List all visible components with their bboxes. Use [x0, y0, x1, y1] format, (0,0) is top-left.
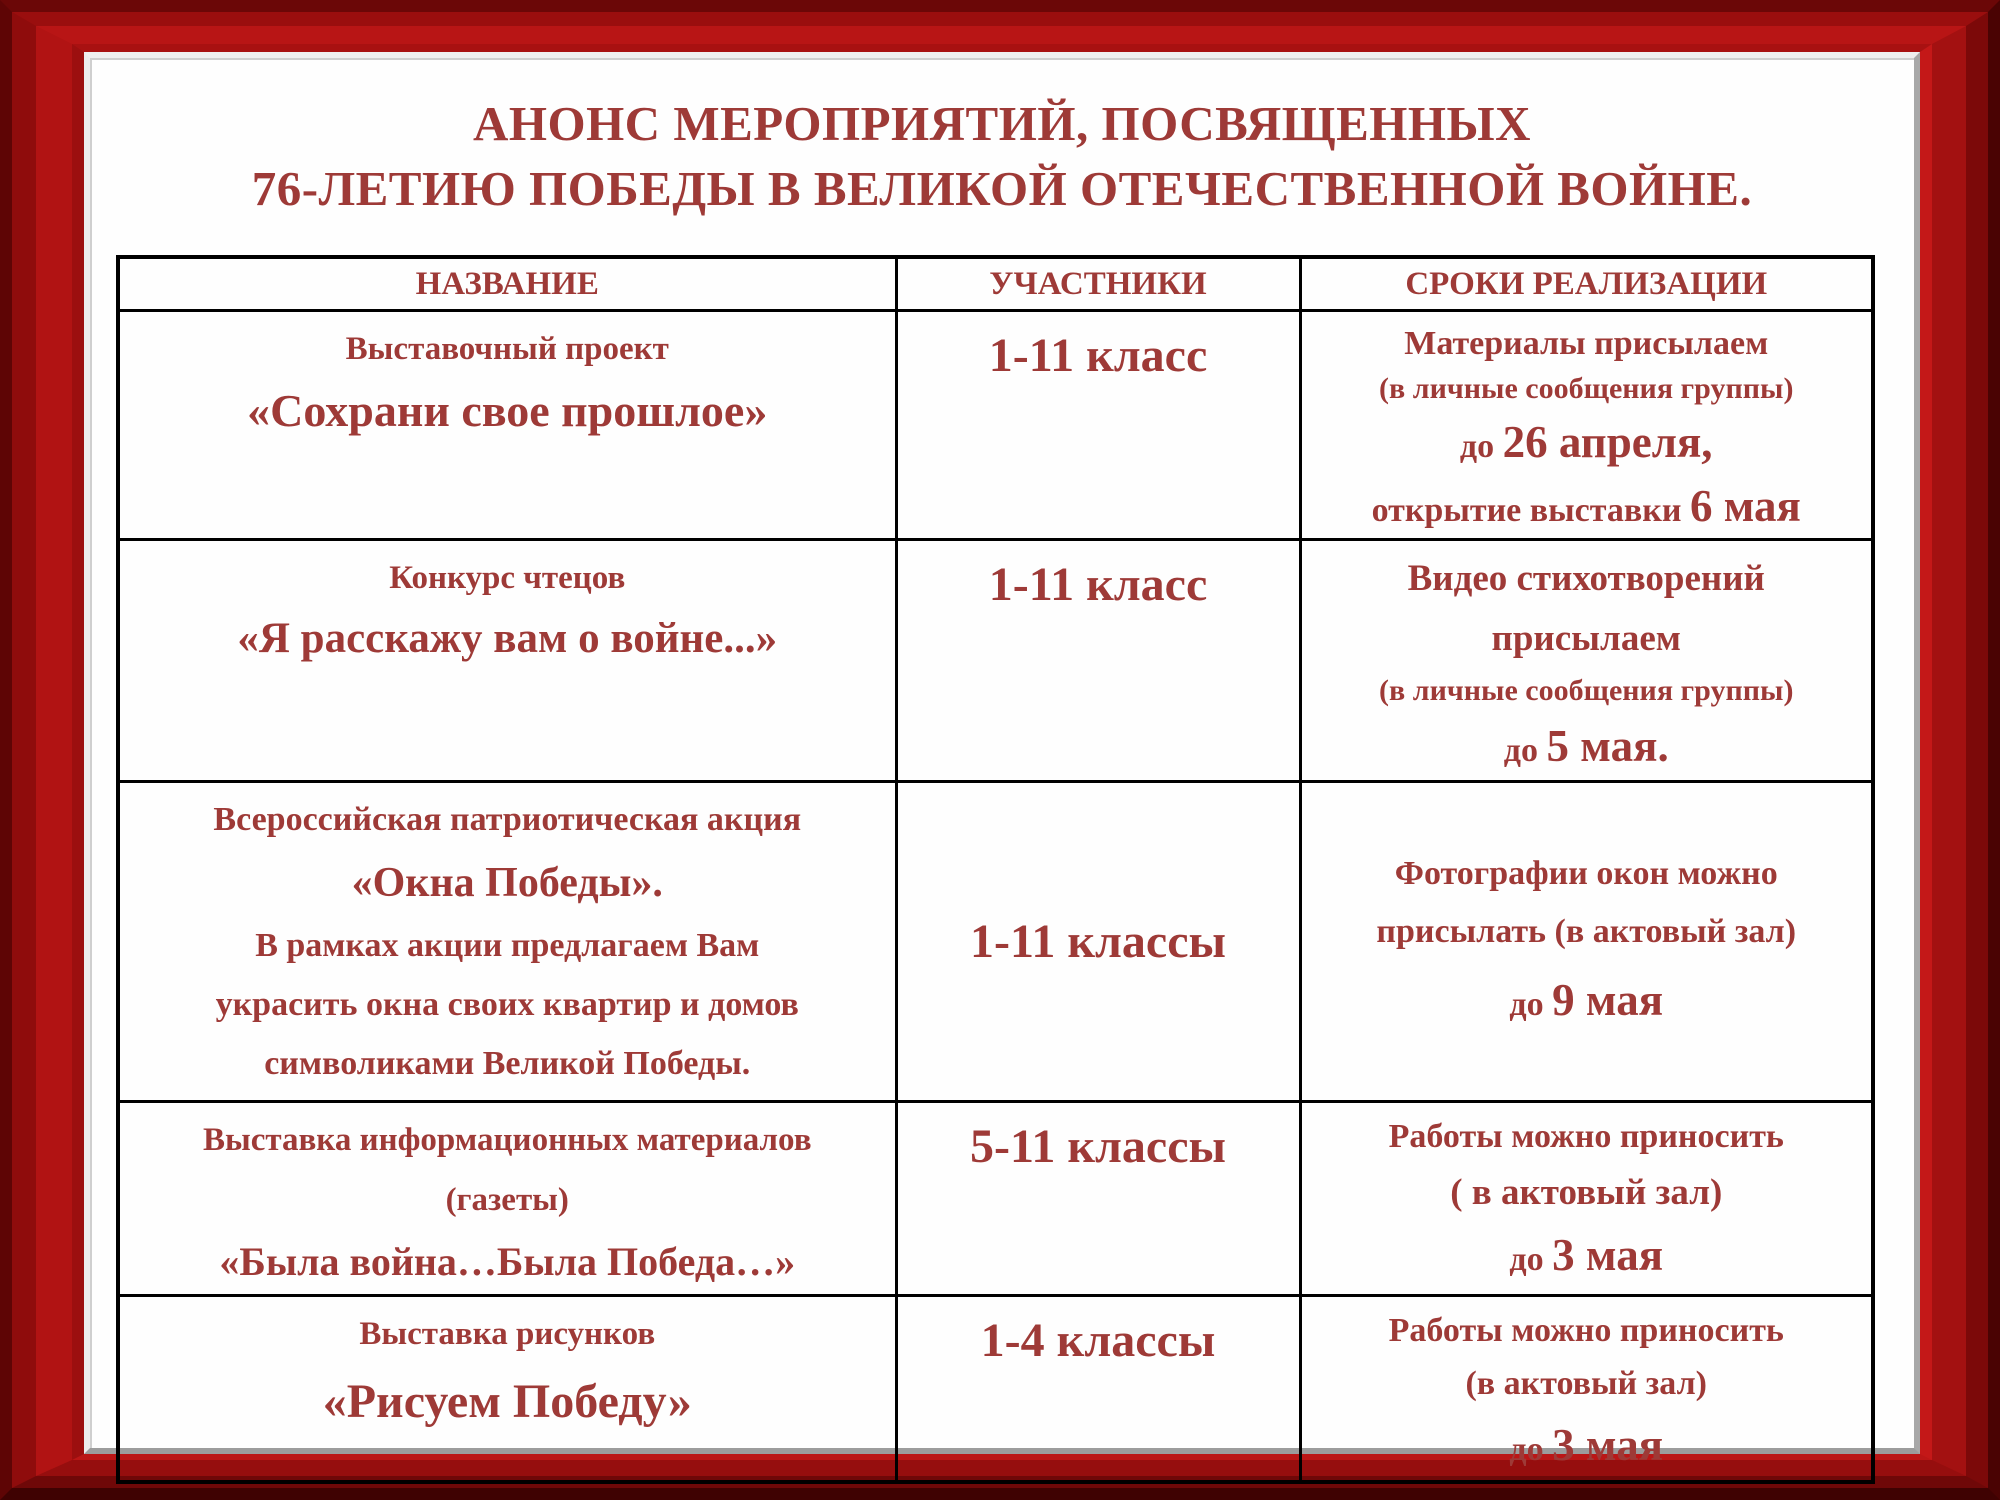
deadline-cell [1300, 540, 1873, 782]
participants-value: 1-4 классы [980, 1314, 1216, 1368]
deadline-cell [1300, 1296, 1873, 1483]
deadline-line: присылаем [1491, 617, 1681, 659]
col-header-deadline: СРОКИ РЕАЛИЗАЦИИ [1300, 257, 1873, 310]
event-title: «Была война…Была Победа…» [219, 1239, 796, 1285]
event-title: «Рисуем Победу» [322, 1374, 692, 1428]
table-row [118, 310, 1873, 540]
event-name-cell [118, 310, 896, 540]
event-kind: Всероссийская патриотическая акция [213, 801, 802, 839]
event-kind: Выставка рисунков [359, 1316, 656, 1353]
event-kind: (газеты) [445, 1181, 569, 1218]
table-row [118, 1102, 1873, 1296]
event-name-cell [118, 1296, 896, 1483]
event-name-cell [118, 782, 896, 1102]
participants-cell [896, 540, 1300, 782]
event-description: В рамках акции предлагаем Вам [255, 927, 760, 965]
deadline-date-value: 26 апреля, [1502, 416, 1713, 467]
deadline-prefix: до [1509, 1241, 1553, 1279]
event-title: «Я расскажу вам о войне...» [237, 614, 778, 662]
deadline-line: Фотографии окон можно [1394, 854, 1778, 892]
event-title: «Окна Победы». [351, 860, 663, 907]
participants-cell [896, 310, 1300, 540]
deadline-date [1314, 1411, 1860, 1481]
deadline-date-value: 3 мая [1552, 1419, 1664, 1470]
participants-value: 5-11 классы [969, 1120, 1226, 1174]
deadline-prefix: до [1459, 427, 1503, 465]
table-row [118, 782, 1873, 1102]
event-title: «Сохрани свое прошлое» [247, 385, 768, 437]
deadline-prefix: до [1509, 1430, 1553, 1468]
events-table [116, 255, 1875, 1484]
col-header-name: НАЗВАНИЕ [118, 257, 896, 310]
frame-inner-bevel [72, 44, 1932, 1470]
participants-cell [896, 1102, 1300, 1296]
participants-value: 1-11 классы [969, 915, 1226, 969]
participants-value: 1-11 класс [988, 328, 1208, 382]
event-kind: Выставочный проект [345, 330, 669, 367]
deadline-cell [1300, 310, 1873, 540]
deadline-date-value: 5 мая. [1546, 720, 1669, 771]
col-header-participants: УЧАСТНИКИ [896, 257, 1300, 310]
deadline-date-value: 3 мая [1552, 1230, 1664, 1281]
deadline-date-value: 6 мая [1689, 480, 1801, 531]
header-row [118, 257, 1873, 310]
frame-main-band [36, 26, 1966, 1476]
deadline-line: (в актовый зал) [1465, 1364, 1708, 1402]
event-description: украсить окна своих квартир и домов [215, 986, 799, 1024]
title-line-1: АНОНС МЕРОПРИЯТИЙ, ПОСВЯЩЕННЫХ [472, 96, 1532, 151]
page-title [90, 92, 1914, 221]
deadline-line: Работы можно приносить [1388, 1312, 1784, 1350]
deadline-prefix: открытие выставки [1371, 491, 1690, 529]
deadline-date [1314, 1221, 1860, 1291]
event-name-cell [118, 540, 896, 782]
frame-mid-bevel [12, 12, 1988, 1488]
deadline-cell [1300, 1102, 1873, 1296]
participants-cell [896, 1296, 1300, 1483]
deadline-date [1314, 962, 1860, 1039]
deadline-line: присылать (в актовый зал) [1376, 913, 1797, 951]
content-panel [84, 52, 1920, 1470]
deadline-date [1314, 475, 1860, 539]
deadline-cell [1300, 782, 1873, 1102]
deadline-date-value: 9 мая [1552, 974, 1664, 1025]
deadline-date [1314, 411, 1860, 475]
deadline-prefix: до [1509, 985, 1553, 1023]
deadline-line: Видео стихотворений [1407, 558, 1765, 600]
event-description: символиками Великой Победы. [264, 1044, 751, 1082]
deadline-line: (в личные сообщения группы) [1379, 673, 1794, 707]
deadline-date [1314, 713, 1860, 781]
deadline-line: Материалы присылаем [1404, 324, 1769, 362]
title-line-2: 76-ЛЕТИЮ ПОБЕДЫ В ВЕЛИКОЙ ОТЕЧЕСТВЕННОЙ ВОЙНЕ. [251, 160, 1753, 216]
table-row [118, 540, 1873, 782]
deadline-prefix: до [1503, 731, 1547, 769]
deadline-line: (в личные сообщения группы) [1379, 372, 1794, 406]
event-name-cell [118, 1102, 896, 1296]
participants-cell [896, 782, 1300, 1102]
event-kind: Выставка информационных материалов [202, 1122, 812, 1159]
deadline-line: Работы можно приносить [1388, 1118, 1784, 1156]
participants-value: 1-11 класс [988, 558, 1208, 612]
event-kind: Конкурс чтецов [389, 560, 626, 597]
table-row [118, 1296, 1873, 1483]
deadline-line: ( в актовый зал) [1450, 1172, 1723, 1214]
